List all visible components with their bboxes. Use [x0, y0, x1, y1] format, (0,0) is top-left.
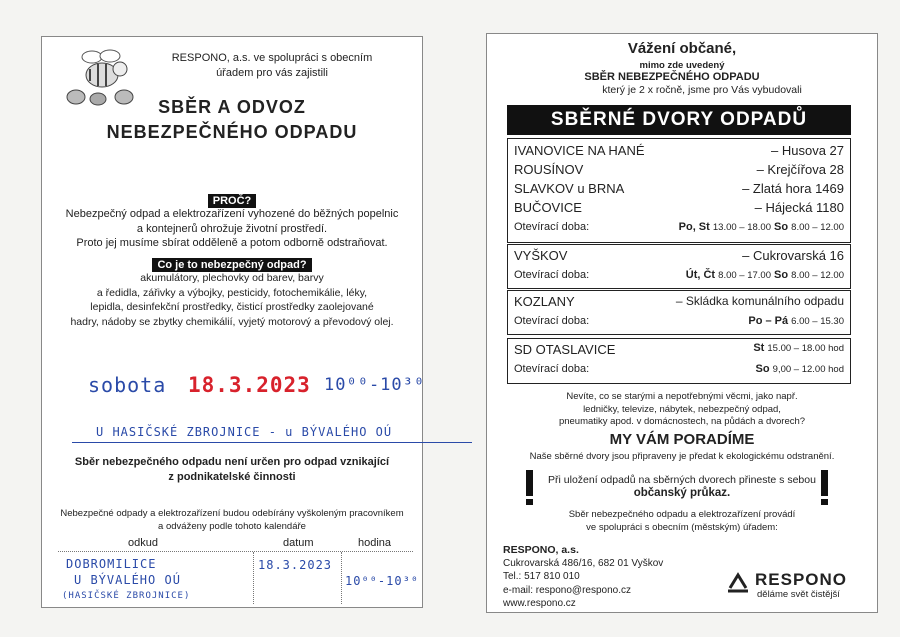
table-time: 10⁰⁰-10³⁰: [345, 574, 420, 588]
yard-address: – Husova 27: [771, 143, 844, 158]
logo-name: RESPONO: [755, 570, 848, 589]
yard-group-1: [507, 138, 851, 243]
intro-line-1: RESPONO, a.s. ve spolupráci s obecním: [171, 52, 373, 64]
hours-time-2: 8.00 – 12.00: [791, 270, 844, 281]
staff-text-1: Nebezpečné odpady a elektrozařízení budou odebírány vyškoleným pracovníkem: [60, 508, 404, 519]
collect-text-1: Sběr nebezpečného odpadu a elektrozařízení provádí: [568, 509, 796, 520]
why-label: PROČ?: [208, 194, 257, 208]
advice-title: MY VÁM PORADÍME: [609, 431, 755, 448]
advice-2: ledničky, televize, nábytek, nebezpečný odpad,: [583, 403, 781, 415]
yard-address: – Cukrovarská 16: [742, 248, 844, 263]
yard-place: BUČOVICE: [514, 200, 582, 215]
staff-text-2: a odváženy podle tohoto kalendáře: [158, 521, 306, 532]
id-note-2: občanský průkaz.: [633, 487, 731, 499]
what-text-2: a ředidla, zářivky a výbojky, pesticidy, fotochemikálie, léky,: [96, 286, 368, 299]
hours-days-2: So: [774, 269, 789, 281]
hours-days-1: Út, Čt: [685, 269, 716, 281]
right-leaflet: [486, 33, 878, 613]
what-text-1: akumulátory, plechovky od barev, barvy: [140, 272, 324, 284]
yard-group-4: [507, 338, 851, 384]
recycle-logo-icon: [725, 571, 751, 597]
what-text-4: hadry, nádoby se zbytky chemikálií, vyjetý motorový a převodový olej.: [70, 315, 394, 328]
banner: [507, 105, 851, 135]
hours-time-1: 8.00 – 17.00: [718, 270, 771, 281]
company-address: Cukrovarská 486/16, 682 01 Vyškov: [503, 558, 664, 570]
notice-1: Sběr nebezpečného odpadu není určen pro odpad vznikající: [74, 456, 390, 468]
yard-place: SD OTASLAVICE: [514, 342, 616, 357]
logo-slogan: děláme svět čistější: [757, 589, 840, 600]
banner-text: SBĚRNÉ DVORY ODPADŮ: [550, 109, 808, 130]
yard-address: – Krejčířova 28: [756, 162, 844, 177]
yard-group-3: [507, 290, 851, 335]
notice-2: z podnikatelské činnosti: [168, 470, 296, 483]
yard-place: VYŠKOV: [514, 248, 568, 263]
hours-time-2: 9,00 – 12.00 hod: [772, 364, 844, 375]
table-place-1: DOBROMILICE: [66, 557, 157, 571]
hand-underline: [72, 442, 472, 443]
yard-address: – Skládka komunálního odpadu: [675, 294, 844, 308]
yard-address: – Hájecká 1180: [754, 200, 844, 215]
advice-3: pneumatiky apod. v domácnostech, na půdách a dvorech?: [558, 416, 806, 427]
collect-text-2: ve spolupráci s obecním (městským) úřadem:: [586, 521, 778, 533]
what-label: Co je to nebezpečný odpad?: [152, 258, 311, 272]
table-header-date: datum: [283, 537, 314, 549]
hours-time-1: 15.00 – 18.00 hod: [767, 343, 844, 354]
hours-time-1: 13.00 – 18.00: [712, 222, 771, 233]
yard-place: KOZLANY: [514, 294, 575, 309]
title-line-2: NEBEZPEČNÉHO ODPADU: [106, 122, 358, 142]
greeting: Vážení občané,: [627, 40, 737, 57]
left-leaflet: [41, 36, 426, 608]
why-text-1: Nebezpečný odpad a elektrozařízení vyhozené do běžných popelnic: [65, 208, 399, 220]
hand-day: sobota: [88, 373, 167, 397]
table-header-time: hodina: [358, 537, 392, 549]
hours-days-2: So: [755, 363, 770, 375]
yard-group-2: [507, 244, 851, 289]
hours-days-1: Po, St: [678, 221, 710, 233]
hand-time: 10⁰⁰-10³⁰: [324, 375, 426, 395]
company-web: www.respono.cz: [503, 597, 576, 609]
hours-days-2: So: [774, 221, 789, 233]
table-header-from: odkud: [128, 537, 158, 549]
hours-label: Otevírací doba:: [514, 315, 590, 327]
company-contact: [503, 544, 663, 610]
advice-sub: Naše sběrné dvory jsou připraveny je předat k ekologickému odstranění.: [529, 451, 835, 462]
hand-place: U HASIČSKÉ ZBROJNICE - u BÝVALÉHO OÚ: [96, 425, 393, 439]
hours-days-1: St: [753, 342, 765, 354]
why-text-3: Proto jej musíme sbírat odděleně a potom odborně odstraňovat.: [76, 237, 388, 249]
intro-line-2: úřadem pro vás zajistili: [216, 67, 328, 79]
yard-place: SLAVKOV u BRNA: [514, 181, 625, 196]
yard-place: ROUSÍNOV: [514, 162, 584, 177]
company-email: e-mail: respono@respono.cz: [503, 584, 631, 596]
what-text-3: lepidla, desinfekční prostředky, čisticí prostředky zaolejované: [90, 301, 374, 313]
intro-line3: který je 2 x ročně, jsme pro Vás vybudovali: [602, 84, 802, 96]
yard-address: – Zlatá hora 1469: [742, 181, 844, 196]
advice-1: Nevíte, co se starými a nepotřebnými věcmi, jako např.: [566, 391, 798, 402]
id-note-1: Při uložení odpadů na sběrných dvorech přineste s sebou: [548, 474, 816, 486]
table-date: 18.3.2023: [258, 558, 333, 572]
hours-days-1: Po – Pá: [748, 315, 789, 327]
yard-place: IVANOVICE NA HANÉ: [514, 143, 645, 158]
table-place-3: (HASIČSKÉ ZBROJNICE): [62, 591, 191, 601]
company-name: RESPONO, a.s.: [503, 544, 579, 556]
hours-label: Otevírací doba:: [514, 363, 590, 375]
title-line-1: SBĚR A ODVOZ: [158, 97, 306, 117]
hours-time-1: 6.00 – 15.30: [791, 316, 844, 327]
hours-time-2: 8.00 – 12.00: [791, 222, 844, 233]
schedule-table-body: [58, 551, 420, 604]
hours-label: Otevírací doba:: [514, 269, 590, 281]
table-place-2: U BÝVALÉHO OÚ: [74, 573, 181, 587]
hours-label: Otevírací doba:: [514, 221, 590, 233]
intro-sber: SBĚR NEBEZPEČNÉHO ODPADU: [584, 71, 760, 83]
company-phone: Tel.: 517 810 010: [503, 571, 580, 583]
hand-date: 18.3.2023: [188, 373, 311, 397]
why-text-2: a kontejnerů ohrožuje životní prostředí.: [136, 222, 328, 235]
intro-mimo: mimo zde uvedený: [639, 60, 725, 71]
